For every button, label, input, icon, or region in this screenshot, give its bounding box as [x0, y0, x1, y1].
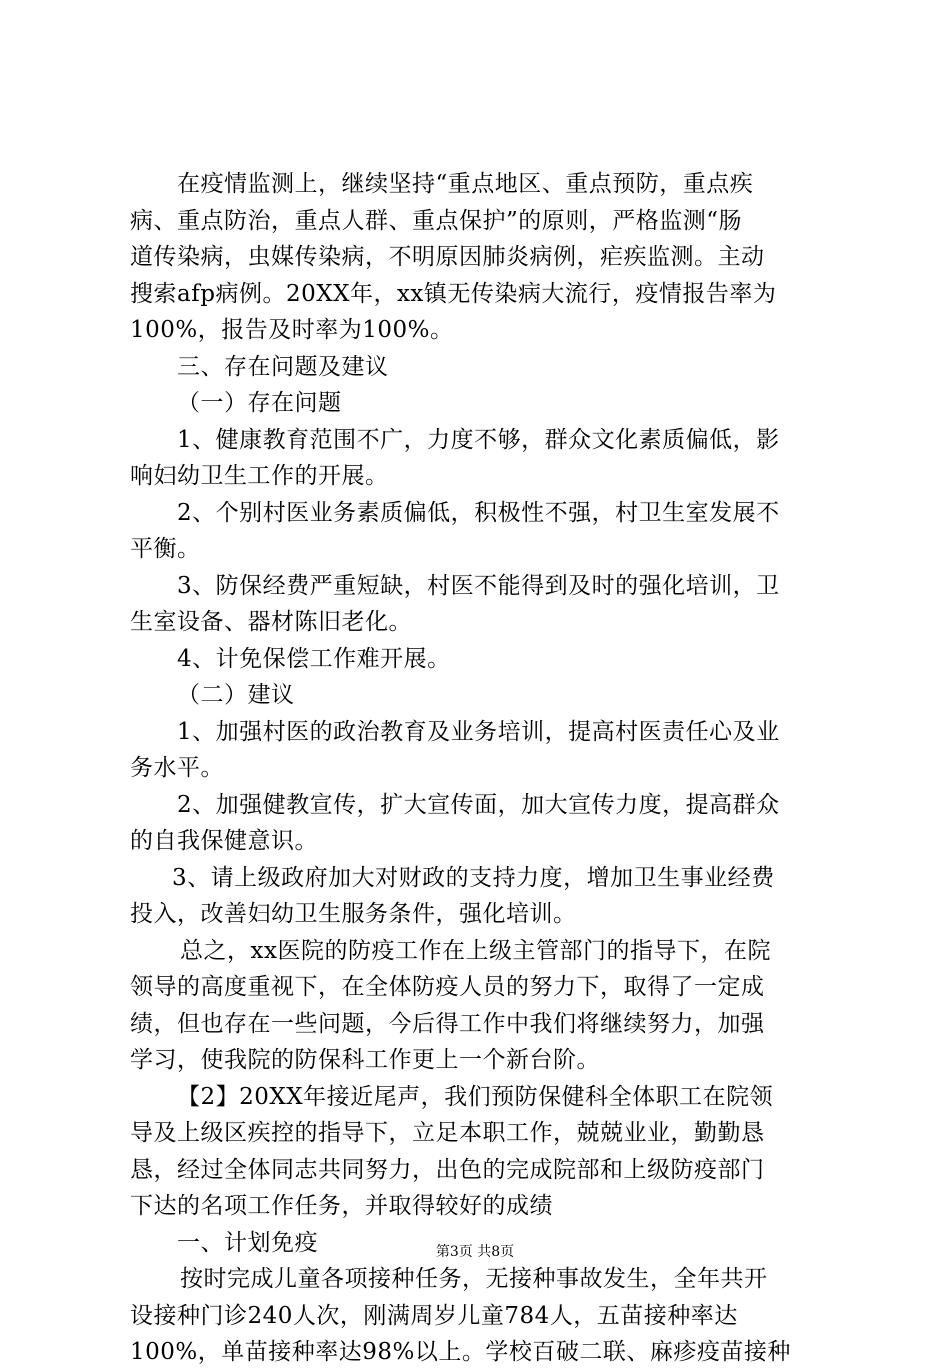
list-item-line: 2、个别村医业务素质偏低，积极性不强，村卫生室发展不: [177, 499, 780, 526]
paragraph-line: 下达的名项工作任务，并取得较好的成绩: [130, 1193, 553, 1219]
list-item-line: 2、加强健教宣传，扩大宣传面，加大宣传力度，提高群众: [177, 791, 780, 818]
list-item-line: 4、计免保偿工作难开展。: [177, 645, 451, 672]
list-item-line: 投入，改善妇幼卫生服务条件，强化培训。: [130, 901, 577, 927]
paragraph-line: 导及上级区疾控的指导下，立足本职工作，兢兢业业，勤勤恳: [130, 1120, 765, 1146]
paragraph-line: 设接种门诊240人次，刚满周岁儿童784人，五苗接种率达: [130, 1302, 738, 1329]
list-item-line: 3、防保经费严重短缺，村医不能得到及时的强化培训，卫: [177, 572, 780, 599]
list-item-line: 1、加强村医的政治教育及业务培训，提高村医责任心及业: [177, 718, 780, 745]
paragraph-line: 100%，单苗接种率达98%以上。学校百破二联、麻疹疫苗接种: [130, 1339, 791, 1365]
paragraph-line: 恳，经过全体同志共同努力，出色的完成院部和上级防疫部门: [130, 1156, 765, 1183]
list-item-line: 1、健康教育范围不广，力度不够，群众文化素质偏低，影: [177, 426, 780, 453]
list-item-line: 响妇幼卫生工作的开展。: [130, 463, 389, 489]
subsection-heading: （一）存在问题: [177, 390, 342, 416]
paragraph-line: 总之，xx医院的防疫工作在上级主管部门的指导下，在院: [180, 937, 771, 964]
paragraph-line: 绩，但也存在一些问题，今后得工作中我们将继续努力，加强: [130, 1010, 765, 1037]
paragraph-line: 搜索afp病例。20XX年，xx镇无传染病大流行，疫情报告率为: [130, 280, 777, 307]
paragraph-line: 道传染病，虫媒传染病，不明原因肺炎病例，疟疾监测。主动: [130, 244, 765, 270]
list-item-line: 务水平。: [130, 755, 224, 781]
paragraph-line: 在疫情监测上，继续坚持“重点地区、重点预防，重点疾: [177, 171, 754, 197]
page-number-footer: 第3页 共8页: [435, 1244, 515, 1260]
list-item-line: 3、请上级政府加大对财政的支持力度，增加卫生事业经费: [172, 864, 775, 891]
paragraph-line: 学习，使我院的防保科工作更上一个新台阶。: [130, 1047, 600, 1073]
list-item-line: 的自我保健意识。: [130, 828, 318, 854]
subsection-heading: （二）建议: [177, 682, 295, 708]
section-heading: 三、存在问题及建议: [177, 353, 389, 380]
section-heading: 一、计划免疫: [177, 1229, 318, 1256]
paragraph-line: 【2】20XX年接近尾声，我们预防保健科全体职工在院领: [177, 1083, 774, 1110]
list-item-line: 生室设备、器材陈旧老化。: [130, 609, 412, 635]
paragraph-line: 按时完成儿童各项接种任务，无接种事故发生，全年共开: [180, 1266, 768, 1292]
document-body: [130, 166, 830, 1371]
paragraph-line: 病、重点防治，重点人群、重点保护”的原则，严格监测“肠: [130, 207, 743, 234]
paragraph-line: 100%，报告及时率为100%。: [130, 317, 454, 343]
paragraph-line: 领导的高度重视下，在全体防疫人员的努力下，取得了一定成: [130, 974, 765, 1000]
list-item-line: 平衡。: [130, 536, 201, 562]
